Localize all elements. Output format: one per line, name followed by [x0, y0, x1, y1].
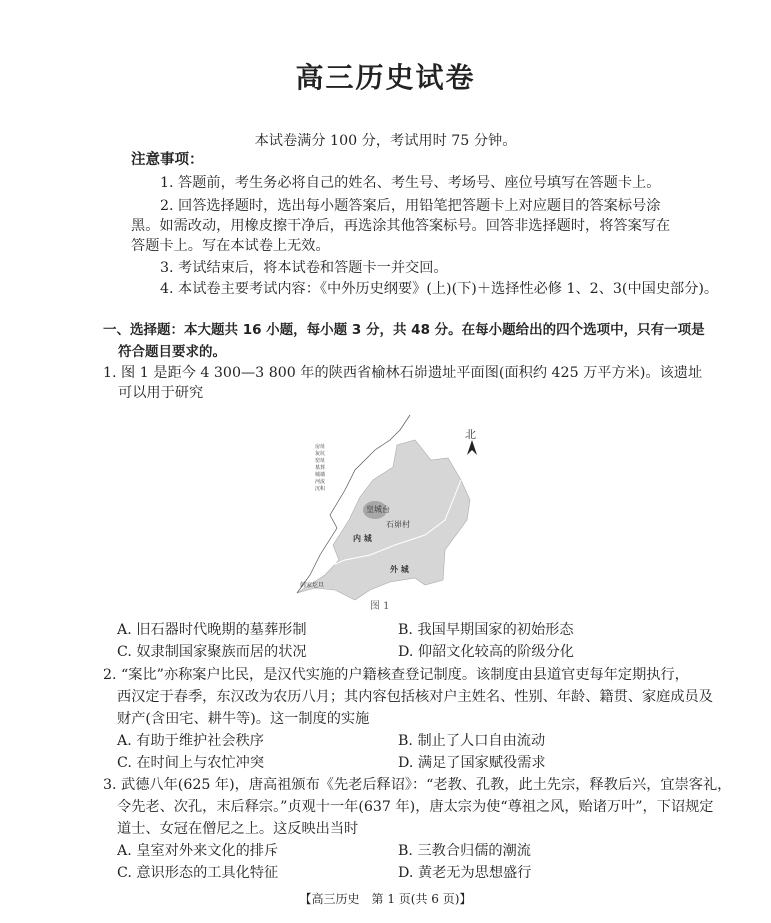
- figure-caption: 图 1: [370, 601, 390, 612]
- option-b: B. 制止了人口自由流动: [398, 733, 546, 749]
- label-palace: 皇城台: [366, 505, 390, 514]
- question-2-text: 2. “案比”亦称案户比民，是汉代实施的户籍核查登记制度。该制度由县道官吏每年定期执行，: [103, 667, 689, 683]
- option-a: A. 皇室对外来文化的排斥: [117, 843, 279, 859]
- question-2-text: 西汉定于春季，东汉改为农历八月；其内容包括核对户主姓名、性别、年龄、籍贯、家庭成员及: [117, 689, 713, 705]
- option-a: A. 旧石器时代晚期的墓葬形制: [117, 622, 307, 638]
- option-d: D. 仰韶文化较高的阶级分化: [398, 644, 574, 660]
- question-3-text: 令先老、次孔，末后释宗。”贞观十一年(637 年)，唐太宗为使“尊祖之风，贻诸万叶”，下诏规定: [117, 799, 714, 815]
- option-c: C. 意识形态的工具化特征: [117, 865, 279, 881]
- subtitle: 本试卷满分 100 分，考试用时 75 分钟。: [254, 133, 517, 149]
- label-site: 韩家圪旦: [300, 582, 325, 589]
- note-line: 2. 回答选择题时，选出每小题答案后，用铅笔把答题卡上对应题目的答案标号涂: [160, 198, 661, 214]
- option-b: B. 三教合归儒的潮流: [398, 843, 531, 859]
- legend: [315, 443, 326, 492]
- option-a: A. 有助于维护社会秩序: [117, 733, 264, 749]
- north-label: 北: [465, 428, 476, 441]
- svg-text:河流: 河流: [315, 479, 326, 485]
- label-village: 石峁村: [386, 520, 410, 529]
- site-area: [297, 440, 470, 600]
- option-b: B. 我国早期国家的初始形态: [398, 622, 574, 638]
- notes-heading: 注意事项：: [131, 152, 204, 168]
- svg-text:灰坑: 灰坑: [315, 451, 326, 457]
- section-heading: 符合题目要求的。: [118, 344, 226, 360]
- question-3-text: 3. 武德八年(625 年)，唐高祖颁布《先老后释诏》：“老教、孔教，此土先宗，释教后兴，宜崇客礼，: [103, 777, 732, 793]
- question-1-text: 可以用于研究: [118, 385, 204, 401]
- label-inner-city: 内 城: [353, 534, 372, 543]
- note-line: 1. 答题前，考生务必将自己的姓名、考生号、考场号、座位号填写在答题卡上。: [160, 175, 661, 191]
- option-d: D. 黄老无为思想盛行: [398, 865, 532, 881]
- note-line: 3. 考试结束后，将本试卷和答题卡一并交回。: [160, 260, 448, 276]
- site-map-figure: [275, 410, 500, 610]
- note-line: 答题卡上。写在本试卷上无效。: [131, 238, 330, 254]
- section-heading: 一、选择题：本大题共 16 小题，每小题 3 分，共 48 分。在每小题给出的四个选项中，只有一项是: [103, 322, 705, 338]
- question-3-text: 道士、女冠在僧尼之上。这反映出当时: [117, 821, 359, 837]
- option-c: C. 奴隶制国家聚族而居的状况: [117, 644, 307, 660]
- svg-text:沉积: 沉积: [315, 486, 326, 492]
- svg-text:窑址: 窑址: [315, 458, 326, 464]
- option-d: D. 满足了国家赋役需求: [398, 755, 546, 771]
- question-2-text: 财产(含田宅、耕牛等)。这一制度的实施: [117, 711, 370, 727]
- page-footer: 【高三历史 第 1 页(共 6 页)】: [299, 892, 472, 906]
- note-line: 4. 本试卷主要考试内容：《中外历史纲要》(上)(下)＋选择性必修 1、2、3(中国史部分)。: [160, 281, 719, 297]
- question-1-text: 1. 图 1 是距今 4 300—3 800 年的陕西省榆林石峁遗址平面图(面积约 425 万平方米)。该遗址: [103, 365, 703, 381]
- svg-text:房址: 房址: [315, 444, 326, 450]
- page-title: 高三历史试卷: [295, 61, 476, 94]
- label-outer-city: 外 城: [390, 565, 409, 574]
- svg-text:城墙: 城墙: [315, 472, 326, 478]
- svg-text:墓葬: 墓葬: [315, 465, 326, 471]
- option-c: C. 在时间上与农忙冲突: [117, 755, 265, 771]
- north-arrow-icon: [467, 440, 477, 455]
- note-line: 黑。如需改动，用橡皮擦干净后，再选涂其他答案标号。回答非选择题时，将答案写在: [131, 218, 671, 234]
